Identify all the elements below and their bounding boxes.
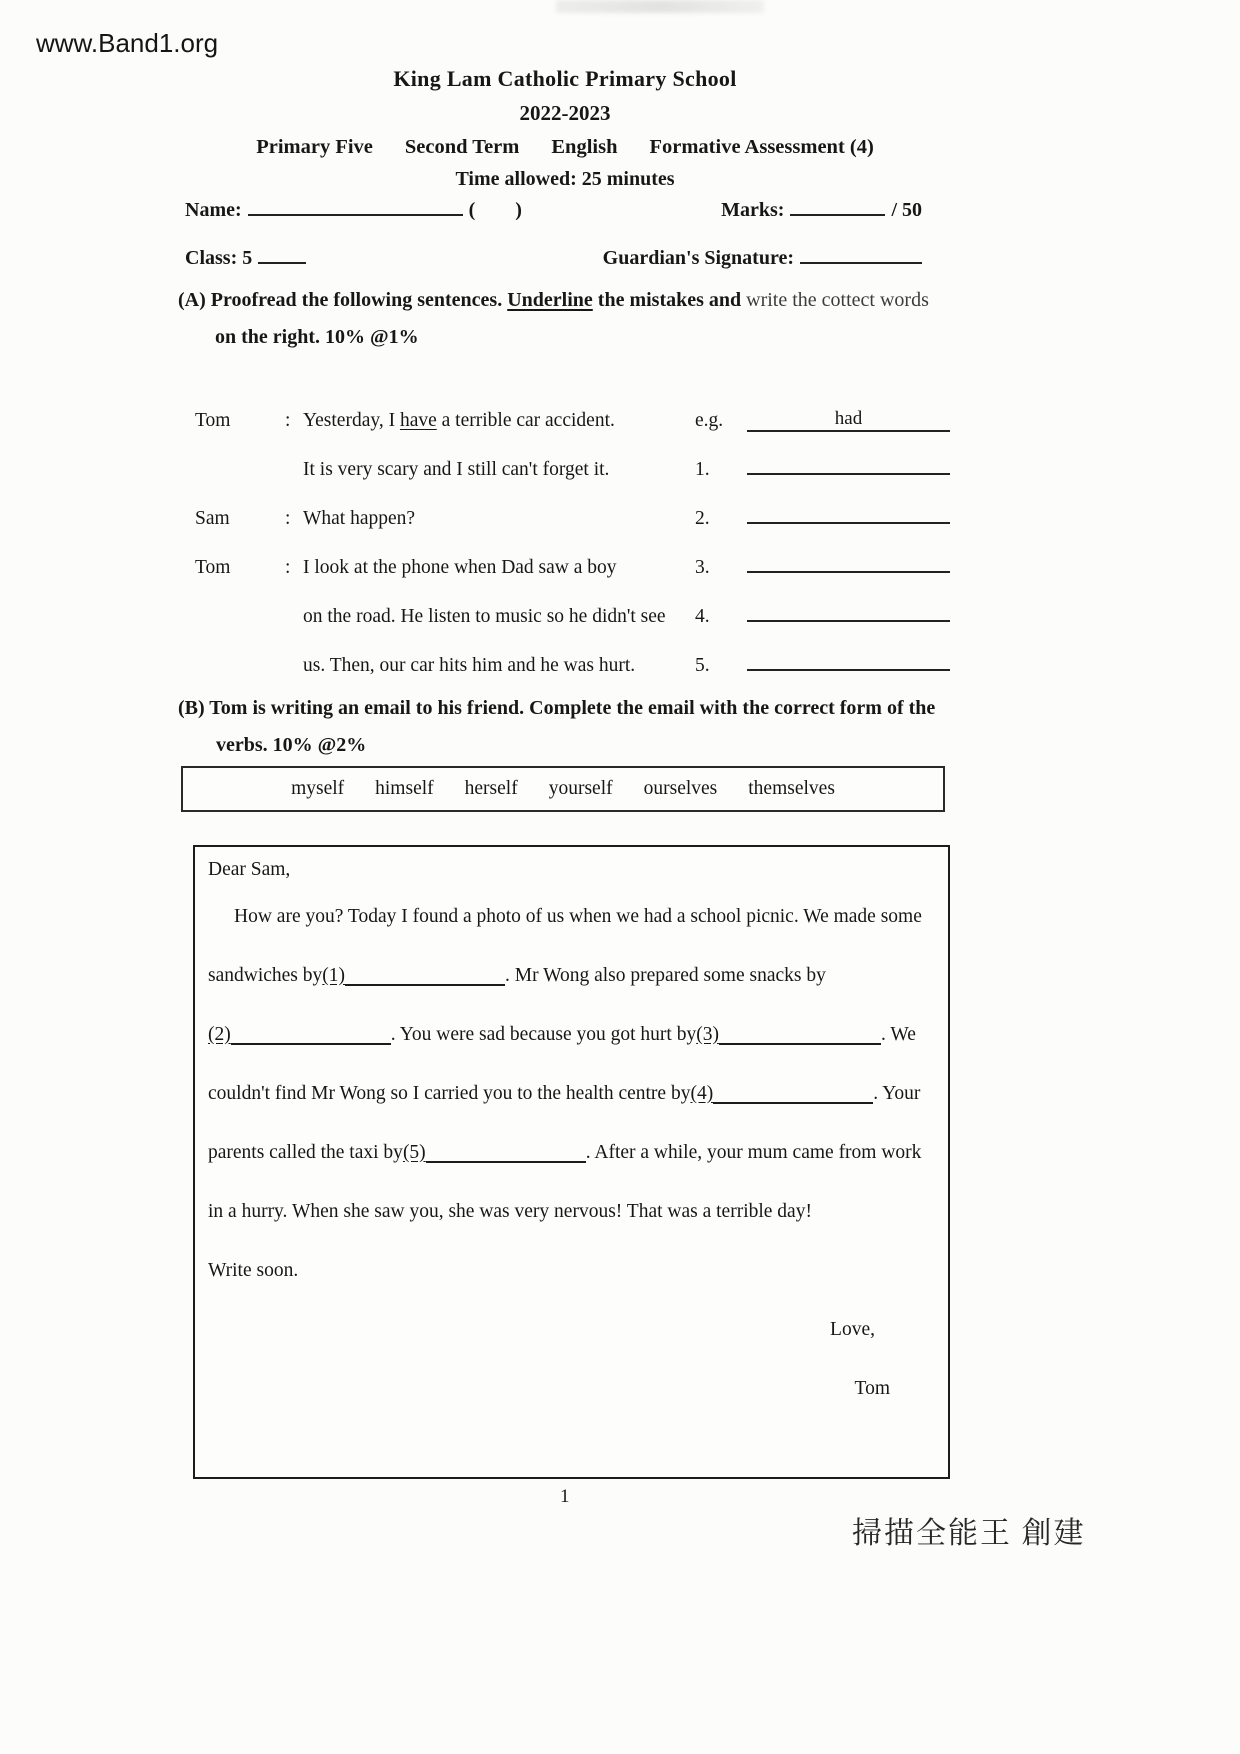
email-signature: Tom bbox=[854, 1377, 890, 1399]
proofread-dialogue bbox=[195, 388, 950, 682]
email-text: parents called the taxi by bbox=[208, 1141, 403, 1163]
answer-area bbox=[747, 500, 950, 530]
section-b-instruction-line2: verbs. 10% @2% bbox=[216, 734, 367, 756]
dialogue-text-pre: Yesterday, I bbox=[303, 410, 400, 431]
dialogue-text bbox=[303, 508, 695, 530]
blank-number-2: (2) bbox=[208, 1023, 231, 1045]
blank-number-4: (4) bbox=[690, 1082, 714, 1104]
site-watermark: www.Band1.org bbox=[36, 28, 219, 58]
section-a-instruction-part3: write the cottect words bbox=[746, 289, 929, 311]
name-group bbox=[185, 196, 522, 222]
answer-line bbox=[747, 451, 950, 475]
answer-area bbox=[747, 549, 950, 579]
scanner-watermark: 掃描全能王 創建 bbox=[852, 1517, 1086, 1550]
scan-artifact bbox=[556, 0, 764, 13]
marks-label: Marks: bbox=[721, 199, 785, 221]
guardian-signature-blank bbox=[800, 244, 922, 264]
dialogue-underlined-mistake: have bbox=[399, 410, 437, 431]
dialogue-row bbox=[195, 584, 950, 633]
section-a-instruction-part1: (A) Proofread the following sentences. bbox=[178, 289, 508, 311]
school-year: 2022-2023 bbox=[519, 101, 611, 125]
speaker-colon: : bbox=[285, 508, 291, 529]
name-label: Name: bbox=[185, 199, 242, 221]
class-guardian-row bbox=[185, 244, 922, 270]
email-closing: Love, bbox=[830, 1318, 875, 1340]
subject: English bbox=[551, 136, 618, 158]
section-a-instruction-part2: the mistakes and bbox=[592, 289, 747, 311]
email-text: . We bbox=[880, 1023, 916, 1045]
answer-number: 1. bbox=[695, 459, 710, 480]
word-bank-box bbox=[181, 766, 945, 812]
email-line bbox=[208, 1064, 935, 1123]
answer-line bbox=[747, 647, 950, 671]
answer-area bbox=[747, 598, 950, 628]
speaker-name: Sam bbox=[195, 508, 230, 529]
email-line: in a hurry. When she saw you, she was very nervous! That was a terrible day! bbox=[208, 1200, 812, 1222]
email-sign-off: Write soon. bbox=[208, 1259, 299, 1281]
page-number: 1 bbox=[560, 1486, 570, 1507]
dialogue-text bbox=[303, 557, 695, 579]
answer-number: 2. bbox=[695, 508, 710, 529]
dialogue-row bbox=[195, 486, 950, 535]
dialogue-text bbox=[303, 410, 695, 432]
fill-in-blank-2 bbox=[231, 1025, 391, 1045]
dialogue-text-pre: What happen? bbox=[303, 508, 416, 529]
marks-blank bbox=[790, 196, 885, 216]
name-marks-row bbox=[185, 196, 922, 222]
class-group bbox=[185, 244, 306, 270]
marks-total: / 50 bbox=[891, 199, 922, 221]
guardian-signature-label: Guardian's Signature: bbox=[602, 247, 794, 269]
answer-line bbox=[747, 549, 950, 573]
word-bank-item: ourselves bbox=[643, 778, 718, 799]
section-a-instruction-line2: on the right. 10% @1% bbox=[215, 326, 419, 348]
dialogue-text-pre: on the road. He listen to music so he didn't see bbox=[303, 606, 666, 627]
section-b-instruction-line1: (B) Tom is writing an email to his friend. Complete the email with the correct form of the bbox=[178, 697, 936, 719]
section-a-heading bbox=[178, 282, 978, 356]
answer-line: had bbox=[747, 408, 950, 432]
fill-in-blank-3 bbox=[719, 1025, 881, 1045]
email-line bbox=[208, 1123, 935, 1182]
answer-area bbox=[747, 451, 950, 481]
section-b-heading bbox=[178, 690, 978, 764]
blank-number-1: (1) bbox=[322, 964, 346, 986]
assessment-line bbox=[0, 136, 1130, 159]
dialogue-text bbox=[303, 459, 695, 481]
email-text: sandwiches by bbox=[208, 964, 323, 986]
word-bank-item: themselves bbox=[748, 778, 835, 799]
email-salutation: Dear Sam, bbox=[208, 859, 291, 880]
email-line: How are you? Today I found a photo of us when we had a school picnic. We made some bbox=[234, 905, 922, 927]
dialogue-text bbox=[303, 606, 695, 628]
marks-group bbox=[721, 196, 922, 222]
answer-line bbox=[747, 598, 950, 622]
word-bank-item: myself bbox=[291, 778, 345, 799]
email-box bbox=[193, 845, 950, 1479]
word-bank-item: herself bbox=[464, 778, 518, 799]
dialogue-row bbox=[195, 633, 950, 682]
class-blank bbox=[258, 244, 306, 264]
email-text: couldn't find Mr Wong so I carried you to the health centre by bbox=[208, 1082, 691, 1104]
grade-level: Primary Five bbox=[256, 136, 373, 158]
section-a-instruction-line1 bbox=[178, 282, 978, 319]
answer-number: 4. bbox=[695, 606, 710, 627]
speaker-name: Tom bbox=[195, 557, 231, 578]
blank-number-5: (5) bbox=[402, 1141, 426, 1163]
class-label: Class: 5 bbox=[185, 247, 253, 269]
answer-area bbox=[747, 408, 950, 432]
answer-number: 3. bbox=[695, 557, 710, 578]
dialogue-row bbox=[195, 388, 950, 437]
guardian-group bbox=[603, 244, 922, 270]
paper-header bbox=[0, 66, 1130, 191]
name-blank bbox=[248, 196, 463, 216]
class-number-paren: ( ) bbox=[468, 199, 522, 221]
email-text: . Your bbox=[873, 1082, 921, 1104]
dialogue-text-post: a terrible car accident. bbox=[436, 410, 615, 431]
term: Second Term bbox=[404, 136, 520, 158]
dialogue-text-pre: us. Then, our car hits him and he was hurt. bbox=[303, 655, 636, 676]
section-a-underline-word: Underline bbox=[507, 289, 593, 311]
dialogue-row bbox=[195, 437, 950, 486]
email-text: . You were sad because you got hurt by bbox=[390, 1023, 697, 1045]
speaker-colon: : bbox=[285, 410, 291, 431]
time-allowed: Time allowed: 25 minutes bbox=[455, 168, 675, 190]
blank-number-3: (3) bbox=[696, 1023, 719, 1045]
dialogue-text-pre: It is very scary and I still can't forget it. bbox=[303, 459, 610, 480]
dialogue-text-pre: I look at the phone when Dad saw a boy bbox=[303, 557, 617, 578]
answer-number: 5. bbox=[695, 655, 710, 676]
school-name: King Lam Catholic Primary School bbox=[393, 66, 737, 91]
speaker-colon: : bbox=[285, 557, 291, 578]
fill-in-blank-1 bbox=[345, 966, 505, 986]
word-bank-item: himself bbox=[375, 778, 434, 799]
word-bank-item: yourself bbox=[548, 778, 613, 799]
fill-in-blank-5 bbox=[426, 1143, 586, 1163]
answer-line bbox=[747, 500, 950, 524]
email-text: . After a while, your mum came from work bbox=[585, 1141, 922, 1163]
dialogue-text bbox=[303, 655, 695, 677]
email-line bbox=[208, 1005, 935, 1064]
fill-in-blank-4 bbox=[713, 1084, 873, 1104]
answer-number: e.g. bbox=[695, 410, 724, 431]
speaker-name: Tom bbox=[195, 410, 231, 431]
answer-area bbox=[747, 647, 950, 677]
assessment-name: Formative Assessment (4) bbox=[649, 136, 874, 158]
dialogue-row bbox=[195, 535, 950, 584]
email-line bbox=[208, 946, 935, 1005]
email-text: . Mr Wong also prepared some snacks by bbox=[505, 964, 826, 986]
